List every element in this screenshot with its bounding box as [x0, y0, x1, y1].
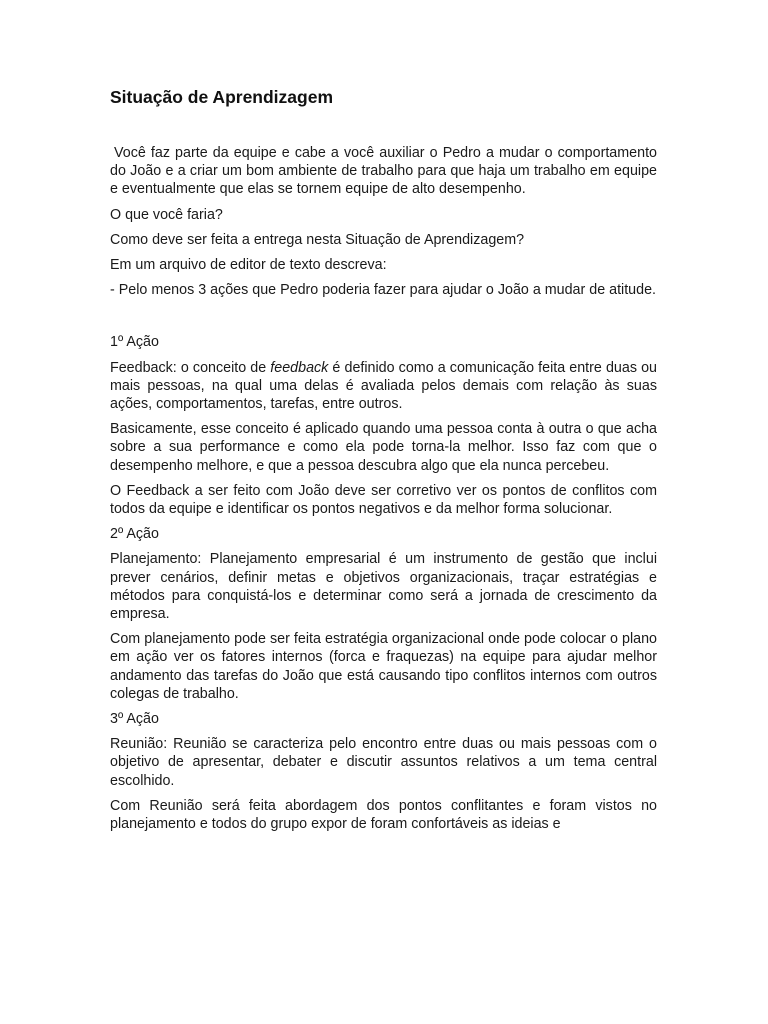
document-page	[110, 86, 657, 840]
intro-paragraph: Você faz parte da equipe e cabe a você auxiliar o Pedro a mudar o comportamento do João e a criar um bom ambiente de trabalho para que haja um trabalho em equipe e eventualmente que elas se tornem equipe de alto desempenho.	[110, 145, 657, 198]
action-1-p1-before: Feedback: o conceito de	[110, 359, 271, 376]
action-2-heading: 2º Ação	[110, 526, 159, 543]
action-2-paragraph-1: Planejamento: Planejamento empresarial é um instrumento de gestão que inclui prever cenários, definir metas e objetivos organizacionais, traçar estratégias e métodos para conquistá-los e determinar como será a jornada de crescimento da empresa.	[110, 551, 657, 623]
action-1-paragraph-2: Basicamente, esse conceito é aplicado quando uma pessoa conta à outra o que acha sobre a sua performance e como ela pode torna-la melhor. Isso faz com que o desempenho melhore, e que a pessoa descubra algo que ela nunca percebeu.	[110, 421, 657, 474]
action-1-p1-after: é definido como a comunicação feita entre duas ou mais pessoas, na qual uma delas é avaliada pelos demais com relação às suas ações, comportamentos, tarefas, entre outros.	[110, 359, 657, 413]
requirement-paragraph: - Pelo menos 3 ações que Pedro poderia fazer para ajudar o João a mudar de atitude.	[110, 282, 657, 299]
action-3-paragraph-2: Com Reunião será feita abordagem dos pontos conflitantes e foram vistos no planejamento e todos do grupo expor de foram confortáveis as ideias e	[110, 797, 657, 833]
action-3-paragraph-1: Reunião: Reunião se caracteriza pelo encontro entre duas ou mais pessoas com o objetivo de apresentar, debater e discutir assuntos relativos a um tema central escolhido.	[110, 736, 657, 789]
question-paragraph: O que você faria?	[110, 206, 223, 223]
action-2-paragraph-2: Com planejamento pode ser feita estratégia organizacional onde pode colocar o plano em ação ver os fatores internos (forca e fraquezas) na equipe para ajudar melhor andamento das tarefas do João que está causando tipo conflitos internos com outros colegas de trabalho.	[110, 631, 657, 702]
action-1-paragraph-3: O Feedback a ser feito com João deve ser corretivo ver os pontos de conflitos com todos da equipe e identificar os pontos negativos e da melhor forma solucionar.	[110, 482, 657, 518]
action-1-paragraph-1	[110, 359, 657, 414]
action-1-heading: 1º Ação	[110, 334, 159, 351]
document-title: Situação de Aprendizagem	[110, 87, 334, 107]
action-3-heading: 3º Ação	[110, 711, 159, 728]
action-1-p1-emphasis: feedback	[270, 359, 329, 376]
delivery-question-paragraph: Como deve ser feita a entrega nesta Situação de Aprendizagem?	[110, 231, 525, 248]
spacer	[110, 306, 657, 333]
instruction-paragraph: Em um arquivo de editor de texto descreva:	[110, 257, 387, 274]
